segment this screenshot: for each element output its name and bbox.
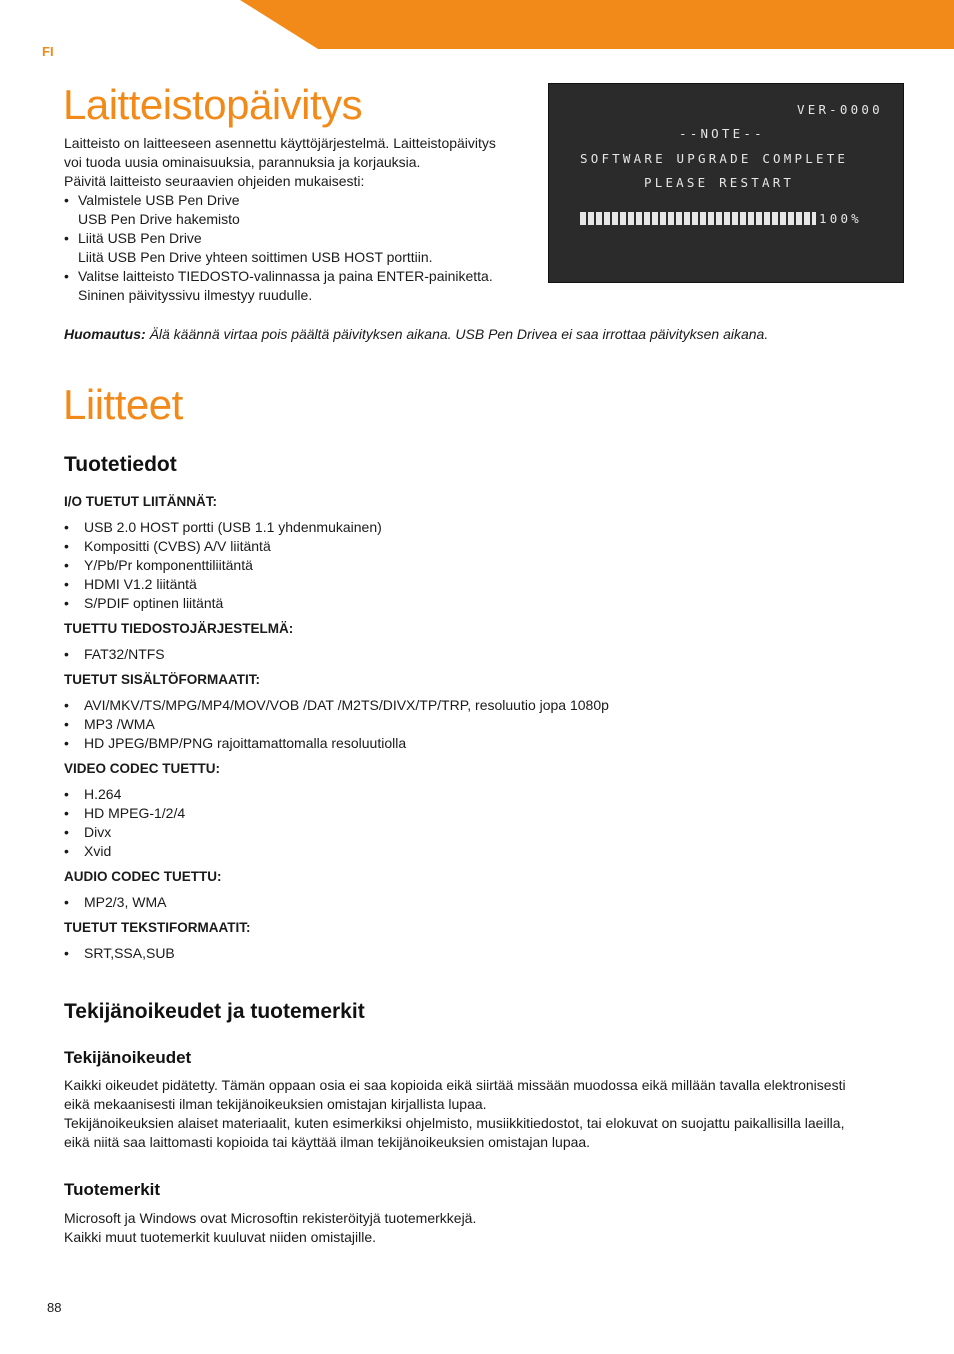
progress-label: 100% bbox=[819, 211, 862, 226]
intro-line: Päivitä laitteisto seuraavien ohjeiden mukaisesti: bbox=[64, 173, 365, 189]
spec-group-label: TUETUT TEKSTIFORMAATIT: bbox=[64, 920, 251, 935]
intro-line: Laitteisto on laitteeseen asennettu käyttöjärjestelmä. Laitteistopäivitys bbox=[64, 135, 496, 151]
list-item: • FAT32/NTFS bbox=[64, 645, 924, 664]
intro-line: voi tuoda uusia ominaisuuksia, parannuksia ja korjauksia. bbox=[64, 154, 421, 170]
list-item: • AVI/MKV/TS/MPG/MP4/MOV/VOB /DAT /M2TS/DIVX/TP/TRP, resoluutio jopa 1080p bbox=[64, 696, 924, 715]
list-item: • Valitse laitteisto TIEDOSTO-valinnassa ja paina ENTER-painiketta. Sininen päivityssivu ilmestyy ruudulle. bbox=[64, 267, 539, 305]
list-item: • Y/Pb/Pr komponenttiliitäntä bbox=[64, 556, 924, 575]
list-item: • Liitä USB Pen Drive Liitä USB Pen Drive yhteen soittimen USB HOST porttiin. bbox=[64, 229, 539, 267]
note-text: Älä käännä virtaa pois päältä päivityksen aikana. USB Pen Drivea ei saa irrottaa päivityksen aikana. bbox=[149, 326, 769, 342]
upgrade-screen-image bbox=[548, 83, 904, 283]
paragraph-line: Microsoft ja Windows ovat Microsoftin rekisteröityjä tuotemerkkejä. bbox=[64, 1210, 477, 1226]
section-title-upgrade: Laitteistopäivitys bbox=[63, 81, 363, 128]
list-item: • Divx bbox=[64, 823, 924, 842]
list-item: • H.264 bbox=[64, 785, 924, 804]
list-item: • HD JPEG/BMP/PNG rajoittamattomalla resoluutiolla bbox=[64, 734, 924, 753]
progress-bar bbox=[580, 212, 816, 225]
spec-list bbox=[64, 893, 924, 912]
spec-group-label: TUETUT SISÄLTÖFORMAATIT: bbox=[64, 672, 260, 687]
spec-list bbox=[64, 696, 924, 753]
product-info-heading: Tuotetiedot bbox=[64, 453, 177, 476]
upgrade-note bbox=[64, 326, 768, 342]
spec-group-label: VIDEO CODEC TUETTU: bbox=[64, 761, 221, 776]
section-title-appendix: Liitteet bbox=[63, 381, 183, 428]
orange-accent-shape bbox=[240, 0, 954, 49]
note-label: Huomautus: bbox=[64, 326, 146, 342]
list-item: • SRT,SSA,SUB bbox=[64, 944, 924, 963]
paragraph-line: Kaikki oikeudet pidätetty. Tämän oppaan osia ei saa kopioida eikä siirtää missään muodossa eikä millään tavalla elektronisesti bbox=[64, 1077, 846, 1093]
copyright-text bbox=[64, 1076, 909, 1152]
paragraph-line: eikä niitä saa laittomasti kopioida tai käyttää ilman tekijänoikeuksien omistajan lupaa. bbox=[64, 1134, 591, 1150]
upgrade-steps bbox=[64, 191, 539, 305]
list-item: • MP2/3, WMA bbox=[64, 893, 924, 912]
screen-note: --NOTE-- bbox=[679, 126, 765, 141]
page-number: 88 bbox=[47, 1300, 62, 1315]
spec-list bbox=[64, 785, 924, 861]
spec-group-label: AUDIO CODEC TUETTU: bbox=[64, 869, 222, 884]
screen-restart: PLEASE RESTART bbox=[644, 175, 795, 190]
trademark-text bbox=[64, 1209, 909, 1247]
list-item: • USB 2.0 HOST portti (USB 1.1 yhdenmukainen) bbox=[64, 518, 924, 537]
list-item: • Valmistele USB Pen Drive USB Pen Drive hakemisto bbox=[64, 191, 539, 229]
copyright-heading: Tekijänoikeudet ja tuotemerkit bbox=[64, 1000, 365, 1023]
list-item: • MP3 /WMA bbox=[64, 715, 924, 734]
spec-group-label: I/O TUETUT LIITÄNNÄT: bbox=[64, 494, 217, 509]
paragraph-line: Tekijänoikeuksien alaiset materiaalit, kuten esimerkiksi ohjelmisto, musiikkitiedostot, tai elokuvat on suojattu paikallisilla laeilla, bbox=[64, 1115, 845, 1131]
spec-list bbox=[64, 645, 924, 664]
paragraph-line: Kaikki muut tuotemerkit kuuluvat niiden omistajille. bbox=[64, 1229, 377, 1245]
spec-group-label: TUETTU TIEDOSTOJÄRJESTELMÄ: bbox=[64, 621, 294, 636]
list-item: • S/PDIF optinen liitäntä bbox=[64, 594, 924, 613]
paragraph-line: eikä mekaanisesti ilman tekijänoikeuksien omistajan kirjallista lupaa. bbox=[64, 1096, 487, 1112]
copyright-subheading: Tekijänoikeudet bbox=[64, 1048, 192, 1067]
list-item: • Xvid bbox=[64, 842, 924, 861]
header-banner bbox=[0, 0, 954, 50]
trademark-subheading: Tuotemerkit bbox=[64, 1180, 161, 1199]
list-item: • HDMI V1.2 liitäntä bbox=[64, 575, 924, 594]
language-tag: FI bbox=[42, 44, 54, 59]
screen-message: SOFTWARE UPGRADE COMPLETE bbox=[580, 151, 849, 166]
spec-list bbox=[64, 944, 924, 963]
upgrade-intro bbox=[64, 134, 539, 305]
product-specs bbox=[64, 492, 924, 969]
list-item: • HD MPEG-1/2/4 bbox=[64, 804, 924, 823]
list-item: • Kompositti (CVBS) A/V liitäntä bbox=[64, 537, 924, 556]
screen-version: VER-0000 bbox=[797, 102, 883, 117]
spec-list bbox=[64, 518, 924, 613]
